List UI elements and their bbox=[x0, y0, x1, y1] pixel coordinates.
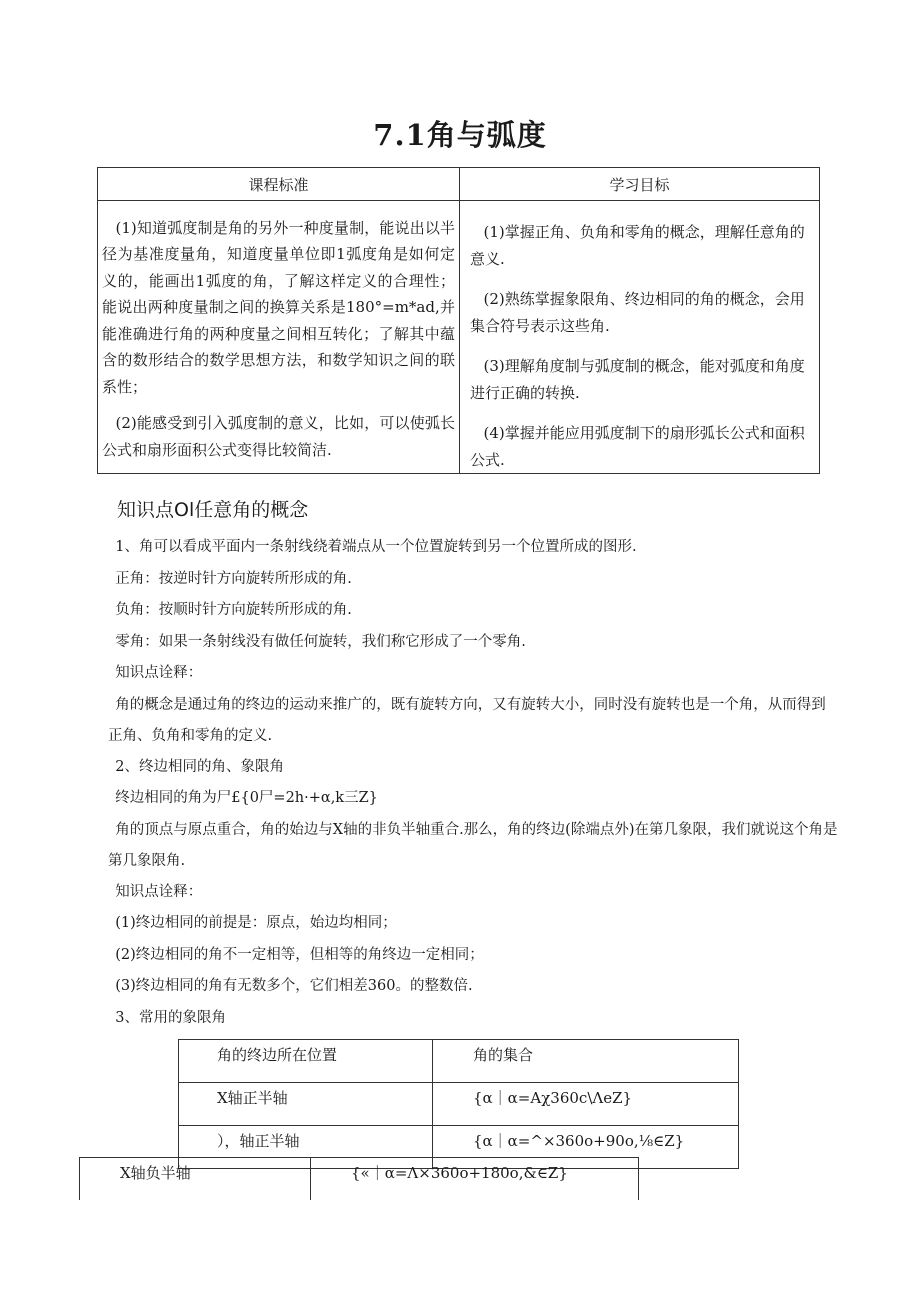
goal-paragraph: (1)掌握正角、负角和零角的概念，理解任意角的意义. bbox=[470, 223, 805, 268]
standards-table bbox=[97, 167, 820, 474]
learning-goals-cell bbox=[460, 201, 820, 474]
header-course-standards: 课程标准 bbox=[98, 168, 460, 201]
knowledge-point-title: 知识点Ol任意角的概念 bbox=[117, 499, 309, 521]
text-line: 3、常用的象限角 bbox=[115, 1009, 226, 1026]
quad-cell-position: X轴负半轴 bbox=[80, 1158, 311, 1201]
text-line: 零角：如果一条射线没有做任何旋转，我们称它形成了一个零角. bbox=[115, 633, 526, 650]
goal-paragraph: (2)熟练掌握象限角、终边相同的角的概念，会用集合符号表示这些角. bbox=[470, 290, 805, 335]
page-title: 7.1角与弧度 bbox=[373, 118, 547, 152]
goal-paragraph: (4)掌握并能应用弧度制下的扇形弧长公式和面积公式. bbox=[470, 424, 805, 469]
quad-cell-position: X轴正半轴 bbox=[179, 1083, 433, 1126]
text-line: 知识点诠释： bbox=[115, 883, 203, 900]
quad-header-position: 角的终边所在位置 bbox=[179, 1040, 433, 1083]
text-line: 角的顶点与原点重合，角的始边与X轴的非负半轴重合.那么，角的终边(除端点外)在第几象限，我们就说这个角是第几象限角. bbox=[108, 821, 838, 869]
quadrant-angle-table bbox=[178, 1039, 739, 1169]
course-standards-cell bbox=[98, 201, 460, 474]
text-line: (2)终边相同的角不一定相等，但相等的角终边一定相同； bbox=[115, 946, 484, 963]
text-line: (1)终边相同的前提是：原点，始边均相同； bbox=[115, 915, 397, 931]
quadrant-angle-table-continued bbox=[79, 1157, 639, 1200]
text-line: 负角：按顺时针方向旋转所形成的角. bbox=[115, 602, 352, 618]
goal-paragraph: (3)理解角度制与弧度制的概念，能对弧度和角度进行正确的转换. bbox=[470, 357, 805, 402]
quad-cell-position: ），轴正半轴 bbox=[179, 1126, 433, 1169]
text-line: 角的概念是通过角的终边的运动来推广的，既有旋转方向，又有旋转大小，同时没有旋转也是一个角，从而得到正角、负角和零角的定义. bbox=[108, 696, 826, 744]
text-line: 终边相同的角为尸£{0尸=2h·+α,k三Z} bbox=[115, 790, 378, 806]
text-line: 1、角可以看成平面内一条射线绕着端点从一个位置旋转到另一个位置所成的图形. bbox=[115, 539, 637, 555]
quad-header-set: 角的集合 bbox=[433, 1040, 739, 1083]
body-text bbox=[108, 532, 838, 1034]
text-line: (3)终边相同的角有无数多个，它们相差360。的整数倍. bbox=[115, 978, 473, 994]
text-line: 知识点诠释： bbox=[115, 665, 203, 681]
standard-paragraph: (2)能感受到引入弧度制的意义，比如，可以使弧长公式和扇形面积公式变得比较简洁. bbox=[102, 414, 455, 459]
text-line: 2、终边相同的角、象限角 bbox=[115, 758, 284, 775]
quad-cell-set: {«｜α=Λ×360o+180o,&∈Z} bbox=[311, 1158, 639, 1201]
quad-cell-set: {α｜α=Aχ360c\ΛeZ} bbox=[433, 1083, 739, 1126]
standard-paragraph: (1)知道弧度制是角的另外一种度量制，能说出以半径为基准度量角，知道度量单位即1弧度角是如何定义的，能画出1弧度的角，了解这样定义的合理性；能说出两种度量制之间的换算关系是180°=m*ad,并能准确进行角的两种度量之间相互转化；了解其中蕴含的数形结合的数学思想方法，和数学知识之间的联系性； bbox=[102, 218, 455, 396]
text-line: 正角：按逆时针方向旋转所形成的角. bbox=[115, 570, 352, 587]
header-learning-goals: 学习目标 bbox=[460, 168, 820, 201]
quad-cell-set: {α｜α=^×360o+90o,⅛∈Z} bbox=[433, 1126, 739, 1169]
